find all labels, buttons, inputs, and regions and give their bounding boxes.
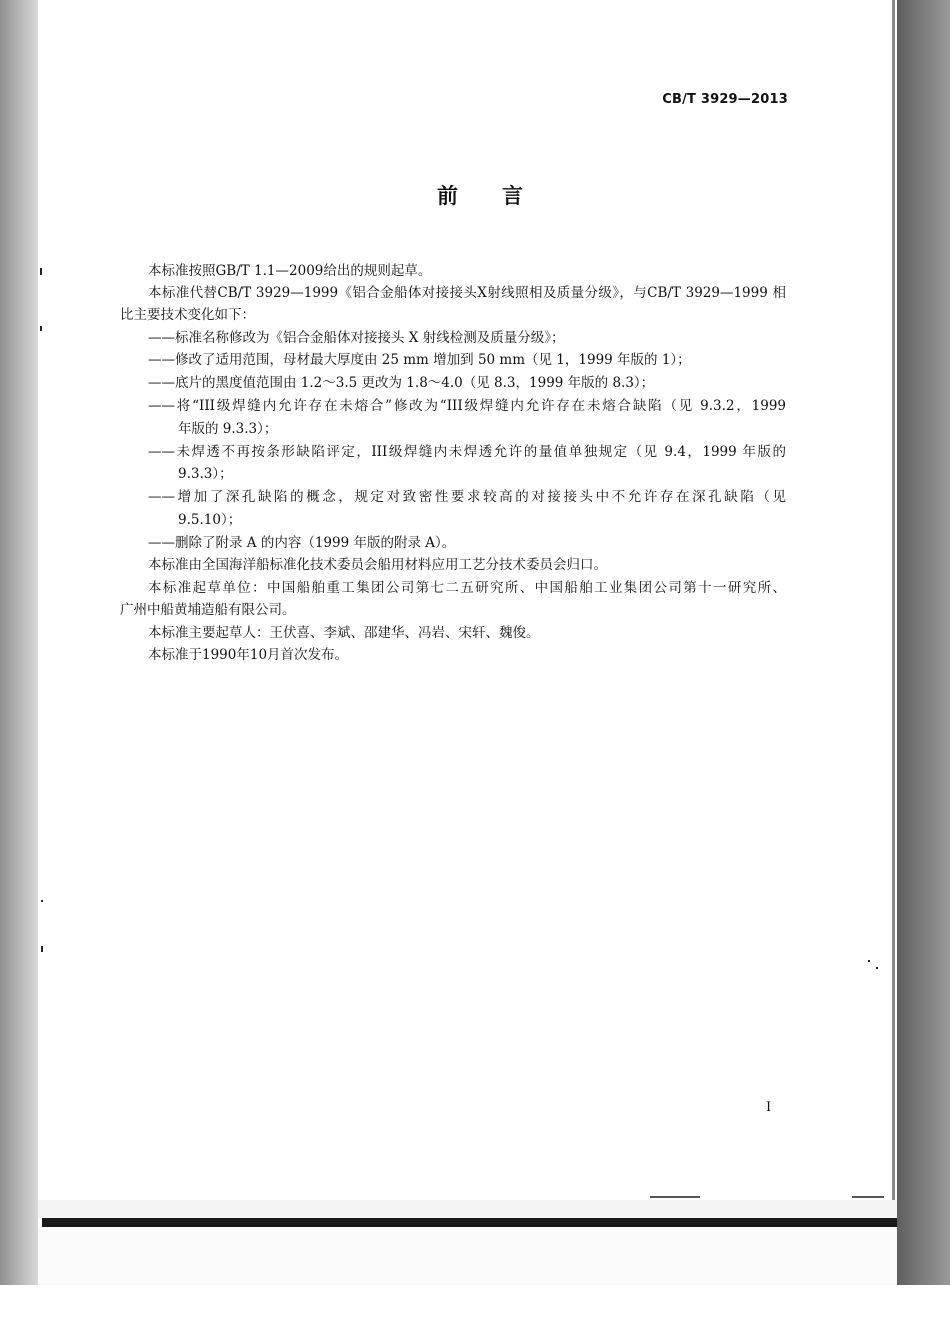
text-line: 本标准起草单位：中国船舶重工集团公司第七二五研究所、中国船舶工业集团公司第十一研究所、 xyxy=(148,580,786,596)
page-gap xyxy=(38,1200,897,1218)
scan-speck xyxy=(876,967,878,969)
list-item: ——删除了附录 A 的内容（1999 年版的附录 A）。 xyxy=(148,535,456,551)
list-item: ——增加了深孔缺陷的概念，规定对致密性要求较高的对接接头中不允许存在深孔缺陷（见 xyxy=(148,489,786,505)
scan-margin-right xyxy=(897,0,950,1285)
list-item: ——标准名称修改为《铝合金船体对接接头 X 射线检测及质量分级》； xyxy=(148,330,565,346)
scan-margin-left xyxy=(0,0,38,1330)
scan-speck xyxy=(868,960,870,962)
scan-artifact xyxy=(650,1196,700,1198)
list-item-continuation: 9.3.3）； xyxy=(178,466,233,482)
text-line: 本标准由全国海洋船标准化技术委员会船用材料应用工艺分技术委员会归口。 xyxy=(148,557,607,573)
page-edge xyxy=(892,0,895,1200)
text-line: 本标准按照GB/T 1.1—2009给出的规则起草。 xyxy=(148,263,432,279)
list-item-continuation: 年版的 9.3.3）； xyxy=(178,421,278,437)
text-line: 本标准代替CB/T 3929—1999《铝合金船体对接接头X射线照相及质量分级》，与CB/T 3929—1999 相 xyxy=(148,285,786,301)
text-line: 本标准主要起草人：王伏喜、李斌、邵建华、冯岩、宋轩、魏俊。 xyxy=(148,625,540,641)
next-page-top-edge xyxy=(42,1218,897,1227)
text-line: 本标准于1990年10月首次发布。 xyxy=(148,647,349,663)
page-number: I xyxy=(766,1100,772,1115)
standard-number: CB/T 3929—2013 xyxy=(662,92,788,107)
scan-artifact xyxy=(852,1196,884,1198)
scan-speck xyxy=(41,946,43,952)
text-line: 比主要技术变化如下： xyxy=(120,307,255,323)
list-item: ——底片的黑度值范围由 1.2～3.5 更改为 1.8～4.0（见 8.3，1999 年版的 8.3）； xyxy=(148,375,655,391)
scan-bottom xyxy=(0,1285,950,1330)
list-item-continuation: 9.5.10）； xyxy=(178,512,242,528)
next-page-area xyxy=(38,1227,897,1285)
list-item: ——修改了适用范围，母材最大厚度由 25 mm 增加到 50 mm（见 1，1999 年版的 1）； xyxy=(148,352,691,368)
scan-speck xyxy=(40,326,42,331)
list-item: ——未焊透不再按条形缺陷评定，III级焊缝内未焊透允许的量值单独规定（见 9.4，1999 年版的 xyxy=(148,444,786,460)
page-title: 前言 xyxy=(437,184,567,208)
list-item: ——将“III级焊缝内允许存在未熔合”修改为“III级焊缝内允许存在未熔合缺陷（见 9.3.2，1999 xyxy=(148,398,786,414)
scan-speck xyxy=(41,900,43,902)
text-line: 广州中船黄埔造船有限公司。 xyxy=(120,602,296,618)
scan-speck xyxy=(40,268,42,275)
